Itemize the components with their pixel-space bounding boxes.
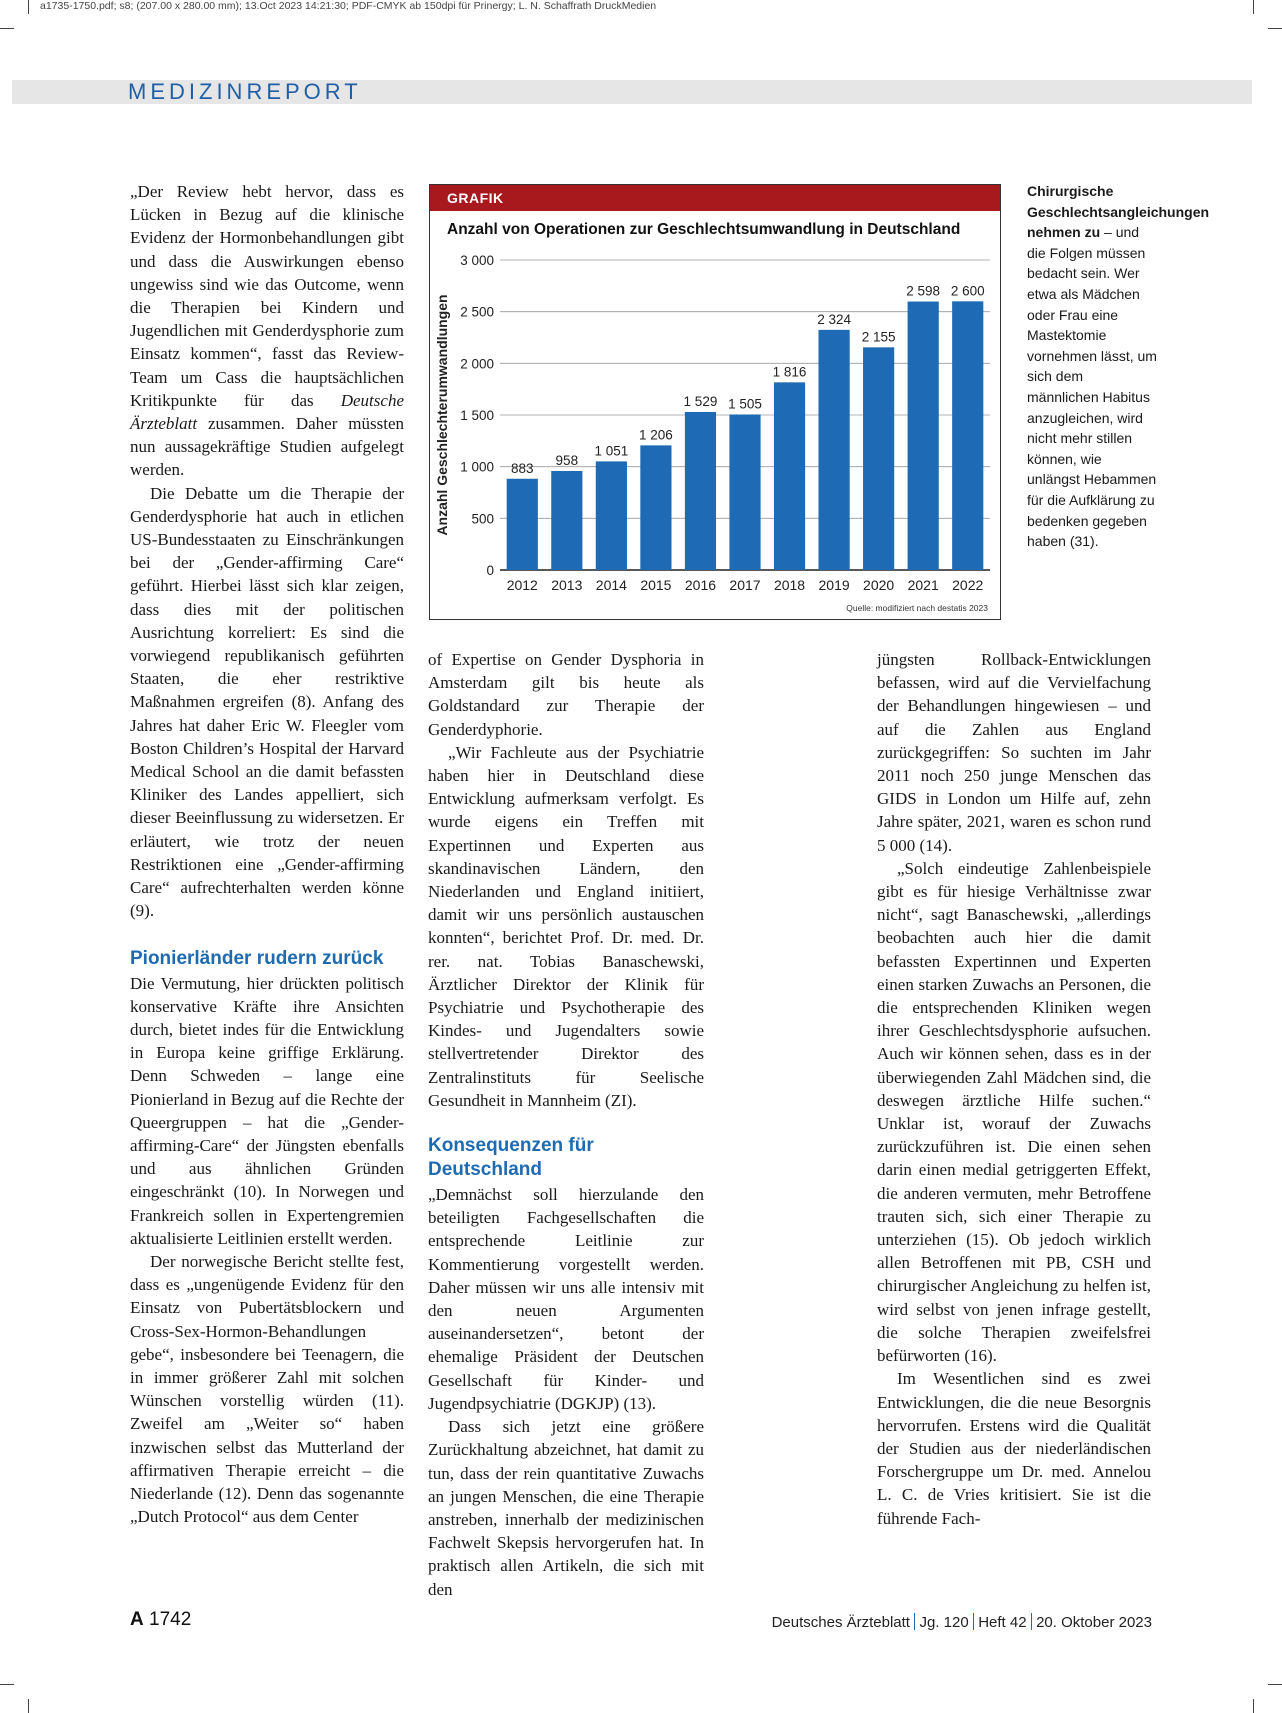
figure-caption: [1027, 181, 1210, 552]
crop-mark-right-bottom: [1268, 1684, 1282, 1685]
bar-value-label: 1 206: [639, 427, 673, 443]
section-heading: Konsequenzen für Deutschland: [428, 1135, 594, 1181]
journal-date: 20. Oktober 2023: [1036, 1614, 1152, 1631]
section-title: MEDIZINREPORT: [128, 79, 362, 104]
bar-2022: [952, 301, 983, 570]
x-tick-label: 2018: [773, 577, 806, 593]
paragraph: of Expertise on Gender Dysphoria in Amsterdam gilt bis heute als Goldstandard zur Therapie der Genderdyphorie.: [428, 650, 704, 739]
crop-mark-bottom-right: [1253, 1699, 1254, 1713]
paragraph: Dass sich jetzt eine größere Zurückhaltung abzeichnet, hat damit zu tun, dass der rein quantitative Zuwachs an jungen Menschen, die eine Therapie anstreben, innerhalb der medizinischen Fachwelt Skepsis hervorgerufen hat. In praktisch allen Artikeln, die sich mit den: [428, 1417, 704, 1599]
footer-citation: [772, 1613, 1152, 1631]
bar-2016: [685, 412, 716, 570]
bar-value-label: 2 600: [950, 283, 985, 299]
bar-2013: [551, 471, 582, 570]
paragraph: „Demnächst soll hierzulande den beteiligten Fachgesellschaften die entsprechende Leitlinie zur Kommentierung vorgestellt werden. Daher müssen wir uns alle intensiv mit den neuen Argumenten auseinandersetzen“, betont der ehemalige Präsident der Deutschen Gesellschaft für Kinder- und Jugendpsychiatrie (DGKJP) (13).: [428, 1185, 704, 1413]
x-tick-label: 2014: [595, 577, 627, 593]
y-tick-label: 0: [486, 563, 494, 578]
bar-2012: [507, 479, 538, 570]
paragraph: Die Vermutung, hier drückten politisch konservative Kräfte ihre Ansichten durch, bietet indes für die Entwicklung in Europa keine griffige Erklärung. Denn Schweden – lange eine Pionierland in Bezug auf die Rechte der Queergruppen – hat die „Gender-affirming-Care“ der Jüngsten ebenfalls und aus ähnlichen Gründen eingeschränkt (10). In Norwegen und Frankreich sollen in Expertengremien aktualisierte Leitlinien erstellt werden.: [130, 973, 404, 1248]
x-tick-label: 2012: [506, 577, 538, 593]
x-tick-label: 2020: [863, 577, 895, 593]
chart-title: Anzahl von Operationen zur Geschlechtsumwandlung in Deutschland: [447, 221, 961, 238]
bar-value-label: 2 155: [861, 329, 896, 345]
journal-name: Deutsches Ärzteblatt: [771, 1614, 910, 1631]
caption-lead: Chirurgische Geschlechtsangleichungen nehmen zu: [1027, 183, 1210, 241]
article-column-1: [130, 180, 404, 1528]
paragraph: „Wir Fachleute aus der Psychiatrie haben hier in Deutschland diese Entwicklung aufmerksam verfolgt. Es wurde eigens ein Treffen mit Expertinnen und Experten aus skandinavischen Ländern, den Niederlanden und England initiiert, damit wir uns persönlich austauschen konnten“, berichtet Prof. Dr. med. Dr. rer. nat. Tobias Banaschewski, Ärztlicher Direktor der Klinik für Psychiatrie und Psychotherapie des Kindes- und Jugendalters sowie stellvertretender Direktor des Zentralinstituts für Seelische Gesundheit in Mannheim (ZI).: [428, 742, 704, 1110]
footer-separator: [914, 1613, 916, 1630]
bar-value-label: 2 324: [817, 311, 851, 327]
bar-value-label: 1 816: [772, 364, 807, 380]
paragraph: „Solch eindeutige Zahlenbeispiele gibt es für hiesige Verhältnisse zwar nicht“, sagt Banaschewski, „allerdings beobachten auch hier die damit befassten Expertinnen und Experten einen starken Zuwachs an Personen, die die entsprechenden Kliniken wegen ihrer Geschlechtsdysphorie aufsuchen. Auch wir können sehen, dass es in der überwiegenden Zahl Mädchen sind, die deswegen ärztliche Hilfe suchen.“ Unklar ist, worauf der Zuwachs zurückzuführen ist. Die einen sehen darin einen medial getriggerten Effekt, die anderen vermuten, mehr Betroffene trauten sich, sich einer Therapie zu unterziehen (15). Ob jedoch wirklich allen Betroffenen mit PB, CSH und chirurgischer Angleichung zu helfen ist, wird selbst von jenen infrage gestellt, die solche Therapien zweifelsfrei befürworten (16).: [877, 858, 1151, 1366]
page-letter: A: [130, 1609, 144, 1630]
journal-issue: Heft 42: [978, 1614, 1027, 1631]
bar-2017: [729, 414, 760, 570]
footer-separator: [1031, 1613, 1033, 1630]
x-tick-label: 2016: [684, 577, 717, 593]
bar-value-label: 1 529: [683, 394, 718, 410]
x-tick-label: 2022: [952, 577, 984, 593]
publication-name: Deutsche Ärzteblatt: [130, 390, 404, 434]
x-tick-label: 2021: [907, 577, 939, 593]
y-tick-label: 1 500: [460, 408, 494, 423]
x-tick-label: 2013: [551, 577, 583, 593]
bar-2019: [819, 330, 850, 570]
x-tick-label: 2015: [640, 577, 672, 593]
chart-source: Quelle: modifiziert nach destatis 2023: [846, 603, 988, 613]
page-number: [130, 1609, 191, 1631]
x-tick-label: 2019: [818, 577, 850, 593]
bar-2020: [863, 347, 894, 570]
crop-mark-bottom-left: [28, 1699, 29, 1713]
bar-value-label: 2 598: [906, 283, 941, 299]
bar-value-label: 958: [555, 453, 579, 469]
crop-mark-left-top: [0, 28, 14, 29]
paragraph: [130, 180, 404, 482]
paragraph-text: „Der Review hebt hervor, dass es Lücken in Bezug auf die klinische Evidenz der Hormonbehandlungen gibt und dass die Auswirkungen ebenso ungewiss sind wie das Outcome, wenn die Therapien bei Kindern und Jugendlichen mit Genderdysphorie zum Einsatz kommen“, fasst das Review-Team um Cass die hauptsächlichen Kritikpunkte für das: [130, 182, 404, 410]
bar-2021: [908, 302, 939, 570]
chart-tag: GRAFIK: [430, 185, 1000, 211]
x-tick-label: 2017: [729, 577, 761, 593]
bar-2015: [640, 445, 671, 570]
paragraph: Der norwegische Bericht stellte fest, dass es „ungenügende Evidenz für den Einsatz von Pubertätsblockern und Cross-Sex-Hormon-Behandlungen gebe“, insbesondere bei Teenagern, die in immer größerer Zahl mit solchen Wünschen vorstellig würden (11). Zweifel am „Weiter so“ haben inzwischen selbst das Mutterland der affirmativen Therapie erreicht – die Niederlande (12). Denn das sogenannte „Dutch Protocol“ aus dem Center: [130, 1251, 404, 1527]
footer-separator: [973, 1613, 975, 1630]
bar-2014: [596, 461, 627, 570]
y-tick-label: 3 000: [460, 253, 494, 268]
bar-value-label: 1 505: [728, 396, 762, 412]
bar-value-label: 883: [511, 460, 534, 476]
crop-mark-right-top: [1268, 28, 1282, 29]
section-heading: Pionierländer rudern zurück: [130, 947, 384, 969]
crop-mark-top-left: [28, 0, 29, 14]
y-tick-label: 2 000: [460, 356, 494, 372]
crop-mark-top-right: [1253, 0, 1254, 14]
y-tick-label: 500: [471, 511, 494, 527]
print-meta-line: a1735-1750.pdf; s8; (207.00 x 280.00 mm); 13.Oct 2023 14:21:30; PDF-CMYK ab 150dpi für Prinergy; L. N. Schaffrath DruckMedien: [40, 0, 657, 12]
caption-text: – und die Folgen müssen bedacht sein. Wer etwa als Mädchen oder Frau eine Mastektomie vornehmen lässt, um sich dem männlichen Habitus anzugleichen, wird nicht mehr stillen können, wie unlängst Hebammen für die Aufklärung zu bedenken gegeben haben (31).: [1027, 224, 1157, 550]
chart-figure: [429, 184, 1001, 620]
journal-volume: Jg. 120: [919, 1614, 969, 1631]
y-tick-label: 2 500: [460, 304, 494, 320]
paragraph: Die Debatte um die Therapie der Genderdysphorie hat auch in etlichen US-Bundesstaaten zu Einschränkungen bei der „Gender-affirming Care“ geführt. Hierbei lässt sich klar zeigen, dass dies mit der politischen Ausrichtung korreliert: Es sind die vorwiegend republikanisch geführten Staaten, die eher restriktive Maßnahmen ergreifen (8). Anfang des Jahres hat daher Eric W. Fleegler vom Boston Children’s Hospital der Harvard Medical School an die damit befassten Kliniker des Landes appelliert, sich dieser Beeinflussung zu widersetzen. Er erläutert, wie trotz der neuen Restriktionen eine „Gender-affirming Care“ aufrechterhalten werden könne (9).: [130, 483, 404, 921]
article-column-2: [428, 648, 704, 1601]
article-column-3: [877, 648, 1151, 1530]
bar-chart: [430, 185, 1000, 619]
y-tick-label: 1 000: [460, 459, 494, 475]
paragraph-text: zusammen. Daher müssten nun aussagekräftige Studien aufgelegt werden.: [130, 414, 404, 480]
bar-2018: [774, 382, 805, 570]
crop-mark-left-bottom: [0, 1684, 14, 1685]
bar-value-label: 1 051: [594, 443, 629, 459]
y-axis-label: Anzahl Geschlechterumwandlungen: [434, 294, 450, 536]
page-number-value: 1742: [149, 1609, 192, 1630]
paragraph: jüngsten Rollback-Entwicklungen befassen, wird auf die Vervielfachung der Behandlungen hingewiesen – und auf die Zahlen aus England zurückgegriffen: So suchten im Jahr 2011 noch 250 junge Menschen das GIDS in London um Hilfe auf, zehn Jahre später, 2021, waren es schon rund 5 000 (14).: [877, 650, 1151, 855]
paragraph: Im Wesentlichen sind es zwei Entwicklungen, die die neue Besorgnis hervorrufen. Erstens wird die Qualität der Studien aus der niederländischen Forschergruppe um Dr. med. Annelou L. C. de Vries kritisiert. Sie ist die führende Fach-: [877, 1369, 1151, 1528]
